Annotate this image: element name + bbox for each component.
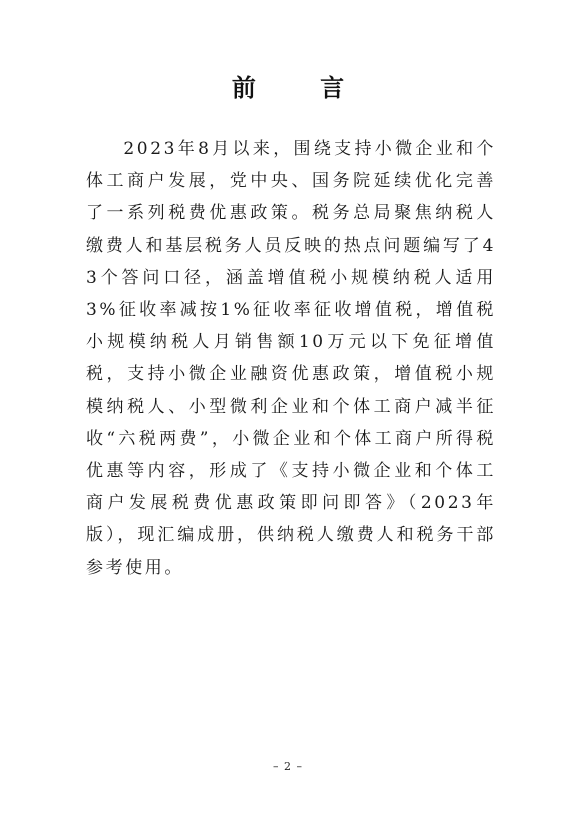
page-title: 前 言 bbox=[231, 74, 373, 102]
page-number: – 2 – bbox=[273, 760, 303, 773]
preface-paragraph: 2023年8月以来，围绕支持小微企业和个体工商户发展，党中央、国务院延续优化完善了一系列税费优惠政策。税务总局聚焦纳税人缴费人和基层税务人员反映的热点问题编写了43个答问口径，涵盖增值税小规模纳税人适用3%征收率减按1%征收率征收增值税，增值税小规模纳税人月销售额10万元以下免征增值税，支持小微企业融资优惠政策，增值税小规模纳税人、小型微利企业和个体工商户减半征收“六税两费”，小微企业和个体工商户所得税优惠等内容，形成了《支持小微企业和个体工商户发展税费优惠政策即问即答》（2023年版），现汇编成册，供纳税人缴费人和税务干部参考使用。 bbox=[86, 139, 496, 578]
